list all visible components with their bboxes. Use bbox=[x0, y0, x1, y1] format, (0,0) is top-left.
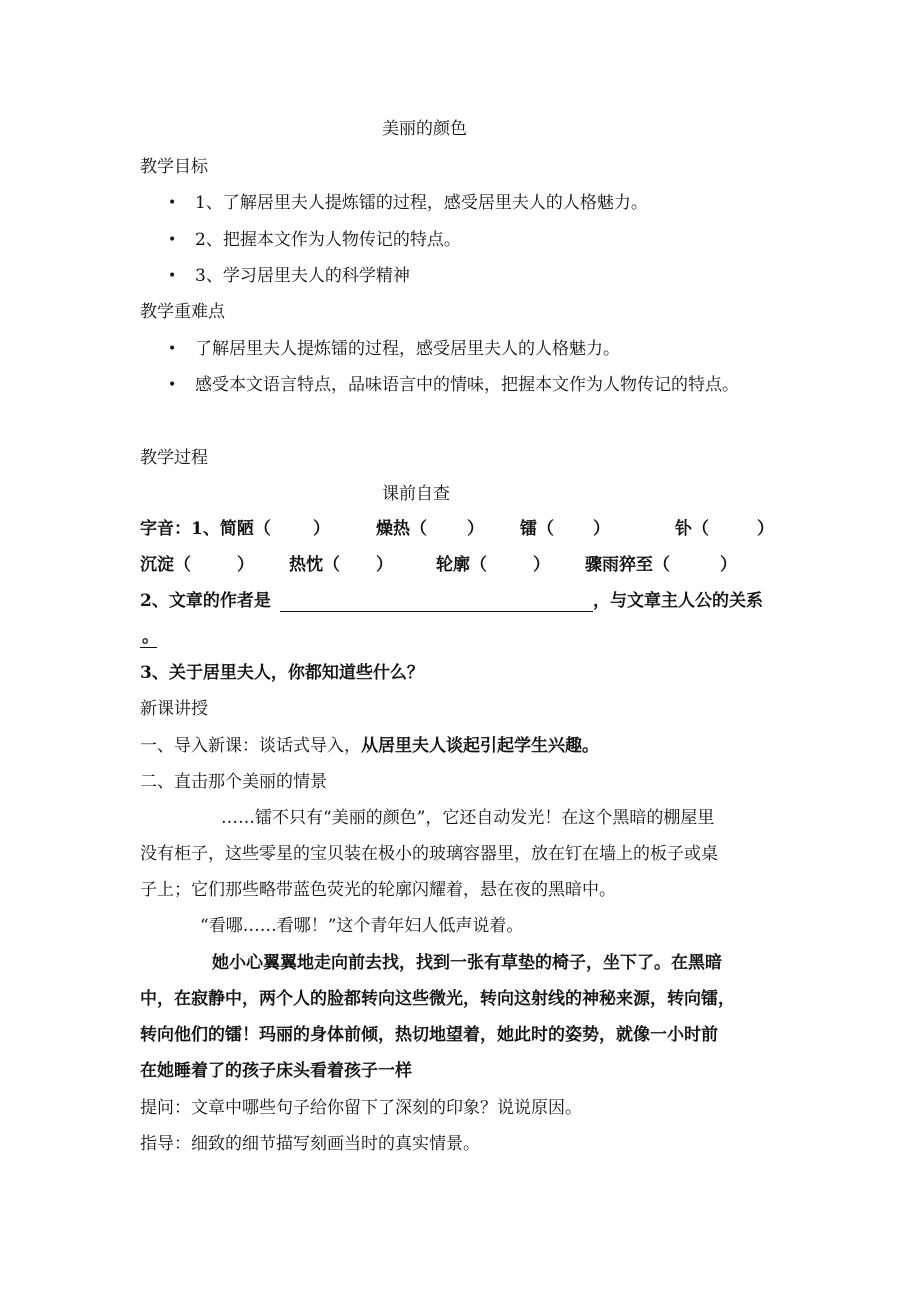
word-item: 镭（ bbox=[520, 519, 554, 539]
new-lesson-heading: 新课讲授 bbox=[140, 699, 208, 719]
key-point-item: 感受本文语言特点，品味语言中的情味，把握本文作为人物传记的特点。 bbox=[195, 375, 739, 395]
passage-line: 没有柜子，这些零星的宝贝装在极小的玻璃容器里，放在钉在墙上的板子或桌 bbox=[140, 844, 718, 864]
question-3: 3、关于居里夫人，你都知道些什么？ bbox=[140, 663, 424, 683]
paren-close: ） bbox=[533, 555, 550, 575]
word-item: 骤雨猝至（ bbox=[585, 555, 670, 575]
paren-close: ） bbox=[757, 519, 774, 539]
passage-line-bold: 她小心翼翼地走向前去找，找到一张有草垫的椅子，坐下了。在黑暗 bbox=[212, 953, 722, 973]
pronunciation-label: 字音：1、简陋（ bbox=[140, 519, 271, 539]
question-2-prefix: 2、文章的作者是 bbox=[140, 591, 271, 611]
objectives-heading: 教学目标 bbox=[140, 157, 208, 177]
step-2: 二、直击那个美丽的情景 bbox=[140, 772, 327, 792]
bullet-icon: • bbox=[168, 195, 177, 211]
step-1-text: 一、导入新课：谈话式导入， bbox=[140, 736, 361, 756]
paren-close: ） bbox=[376, 555, 393, 575]
document-title: 美丽的颜色 bbox=[382, 119, 467, 139]
question-prompt: 提问：文章中哪些句子给你留下了深刻的印象？说说原因。 bbox=[140, 1098, 582, 1118]
objective-item: 1、了解居里夫人提炼镭的过程，感受居里夫人的人格魅力。 bbox=[195, 193, 648, 213]
objective-item: 3、学习居里夫人的科学精神 bbox=[195, 266, 410, 286]
bullet-icon: • bbox=[168, 341, 177, 357]
paren-close: ） bbox=[237, 555, 254, 575]
passage-line-bold: 中，在寂静中，两个人的脸都转向这些微光，转向这射线的神秘来源，转向镭， bbox=[140, 989, 735, 1009]
question-2-end: 。 bbox=[142, 627, 159, 647]
paren-close: ） bbox=[593, 519, 610, 539]
bullet-icon: • bbox=[168, 377, 177, 393]
passage-quote: “看哪……看哪！”这个青年妇人低声说着。 bbox=[200, 916, 524, 936]
paren-close: ） bbox=[467, 519, 484, 539]
step-1 bbox=[140, 734, 599, 758]
preview-heading: 课前自查 bbox=[382, 484, 450, 504]
process-heading: 教学过程 bbox=[140, 448, 208, 468]
word-item: 钋（ bbox=[675, 519, 709, 539]
step-1-emphasis: 从居里夫人谈起引起学生兴趣。 bbox=[361, 736, 599, 756]
passage-line: ……镭不只有“美丽的颜色”，它还自动发光！在这个黑暗的棚屋里 bbox=[221, 808, 715, 828]
bullet-icon: • bbox=[168, 232, 177, 248]
bullet-icon: • bbox=[168, 268, 177, 284]
word-item: 沉淀（ bbox=[140, 555, 191, 575]
objective-item: 2、把握本文作为人物传记的特点。 bbox=[195, 230, 461, 250]
word-item: 热忱（ bbox=[289, 555, 340, 575]
key-point-item: 了解居里夫人提炼镭的过程，感受居里夫人的人格魅力。 bbox=[195, 339, 620, 359]
paren-close: ） bbox=[720, 555, 737, 575]
guidance-note: 指导：细致的细节描写刻画当时的真实情景。 bbox=[140, 1134, 480, 1154]
paren-close: ） bbox=[313, 519, 330, 539]
word-item: 燥热（ bbox=[376, 519, 427, 539]
question-2-suffix: ，与文章主人公的关系 bbox=[593, 591, 763, 611]
passage-line-bold: 在她睡着了的孩子床头看着孩子一样 bbox=[140, 1061, 412, 1081]
key-points-heading: 教学重难点 bbox=[140, 302, 225, 322]
author-blank[interactable] bbox=[280, 589, 593, 612]
passage-line-bold: 转向他们的镭！玛丽的身体前倾，热切地望着，她此时的姿势，就像一小时前 bbox=[140, 1025, 718, 1045]
word-item: 轮廓（ bbox=[436, 555, 487, 575]
passage-line: 子上；它们那些略带蓝色荧光的轮廓闪耀着，悬在夜的黑暗中。 bbox=[140, 880, 616, 900]
